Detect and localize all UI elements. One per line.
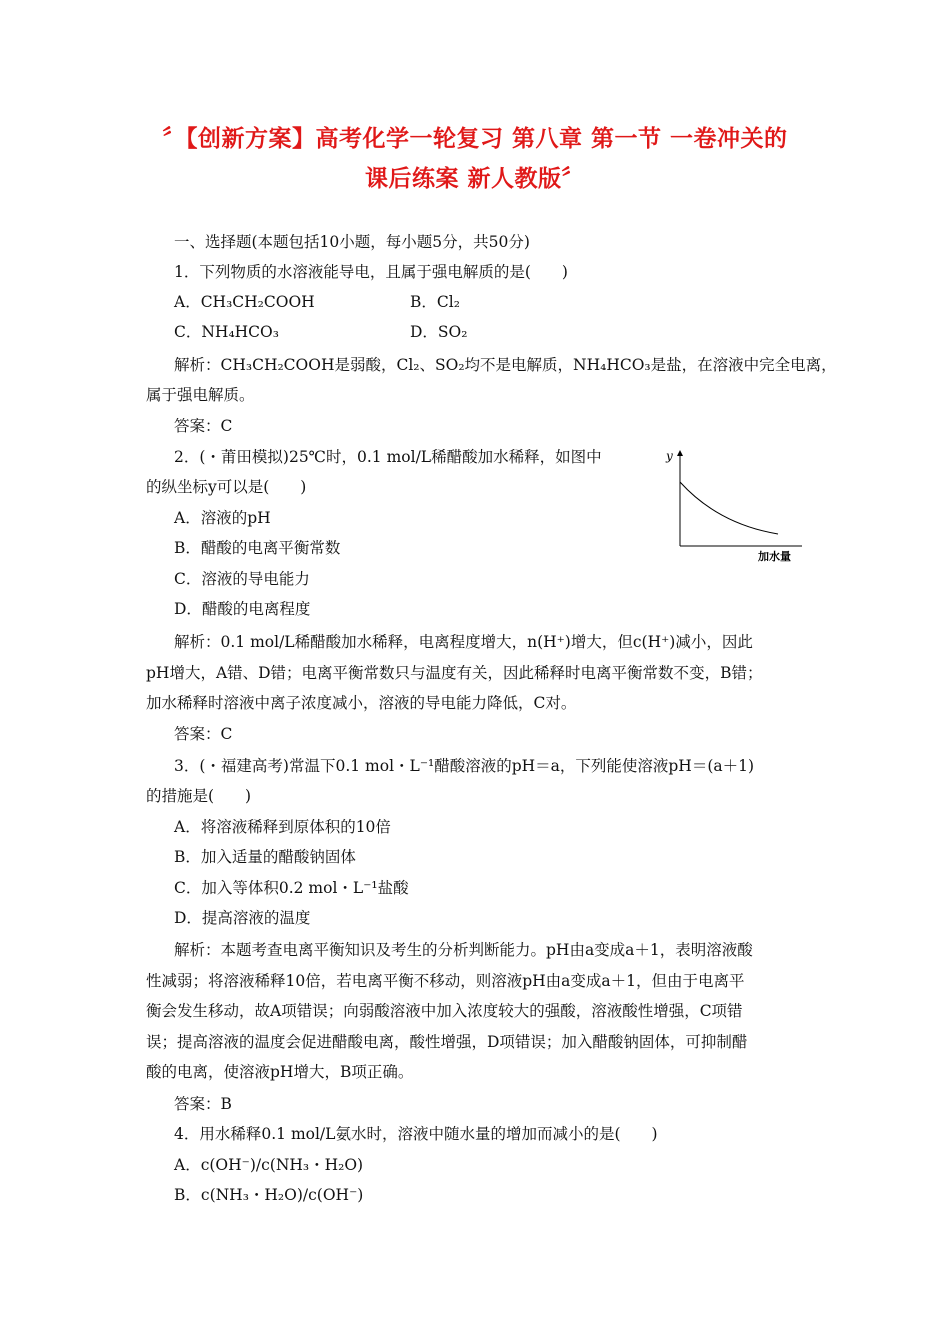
page-title-line1: 〞【创新方案】高考化学一轮复习 第八章 第一节 一卷冲关的 — [162, 125, 788, 152]
q3-analysis-line1: 解析：本题考查电离平衡知识及考生的分析判断能力。pH由a变成a＋1，表明溶液酸 — [174, 941, 753, 959]
q1-answer: 答案：C — [174, 417, 233, 435]
q2-option-b: B．醋酸的电离平衡常数 — [174, 539, 341, 557]
q3-option-a: A．将溶液稀释到原体积的10倍 — [174, 818, 391, 836]
q4-option-b: B．c(NH₃・H₂O)/c(OH⁻) — [174, 1186, 364, 1204]
q2-answer: 答案：C — [174, 725, 233, 743]
q1-analysis-line2: 属于强电解质。 — [146, 386, 255, 404]
q3-analysis-line2: 性减弱；将溶液稀释10倍，若电离平衡不移动，则溶液pH由a变成a＋1，但由于电离平 — [146, 972, 745, 990]
q2-analysis-line3: 加水稀释时溶液中离子浓度减小，溶液的导电能力降低，C对。 — [146, 694, 577, 712]
q4-stem: 4．用水稀释0.1 mol/L氨水时，溶液中随水量的增加而减小的是( ) — [174, 1125, 658, 1143]
q3-option-b: B．加入适量的醋酸钠固体 — [174, 848, 356, 866]
q2-analysis-line1: 解析：0.1 mol/L稀醋酸加水稀释，电离程度增大，n(H⁺)增大，但c(H⁺)减小，因此 — [174, 633, 753, 651]
q3-analysis-line3: 衡会发生移动，故A项错误；向弱酸溶液中加入浓度较大的强酸，溶液酸性增强，C项错 — [146, 1002, 743, 1020]
q3-option-c: C．加入等体积0.2 mol・L⁻¹盐酸 — [174, 879, 409, 897]
q2-analysis-line2: pH增大，A错、D错；电离平衡常数只与温度有关，因此稀释时电离平衡常数不变，B错； — [146, 664, 763, 682]
q3-stem-line2: 的措施是( ) — [146, 787, 252, 805]
graph-y-label: y — [666, 449, 673, 463]
q3-analysis-line5: 酸的电离，使溶液pH增大，B项正确。 — [146, 1063, 414, 1081]
q2-option-c: C．溶液的导电能力 — [174, 570, 310, 588]
graph-x-label: 加水量 — [758, 550, 791, 563]
q1-analysis-line1: 解析：CH₃CH₂COOH是弱酸，Cl₂、SO₂均不是电解质，NH₄HCO₃是盐，在溶液中完全电离， — [174, 356, 837, 374]
q3-option-d: D．提高溶液的温度 — [174, 909, 311, 927]
q2-option-a: A．溶液的pH — [174, 509, 271, 527]
q1-option-c: C．NH₄HCO₃ — [174, 323, 279, 341]
q3-answer: 答案：B — [174, 1095, 232, 1113]
q2-graph — [660, 448, 810, 568]
q1-stem: 1．下列物质的水溶液能导电，且属于强电解质的是( ) — [174, 263, 568, 281]
q1-option-a: A．CH₃CH₂COOH — [174, 293, 315, 311]
q3-stem-line1: 3．(・福建高考)常温下0.1 mol・L⁻¹醋酸溶液的pH＝a，下列能使溶液pH＝(a＋1) — [174, 757, 755, 775]
q1-option-d: D．SO₂ — [410, 323, 468, 341]
graph-curve — [680, 482, 778, 534]
q2-option-d: D．醋酸的电离程度 — [174, 600, 311, 618]
q3-analysis-line4: 误；提高溶液的温度会促进醋酸电离，酸性增强，D项错误；加入醋酸钠固体，可抑制醋 — [146, 1033, 748, 1051]
q4-option-a: A．c(OH⁻)/c(NH₃・H₂O) — [174, 1156, 364, 1174]
q1-option-b: B．Cl₂ — [410, 293, 460, 311]
q2-stem-line2: 的纵坐标y可以是( ) — [146, 478, 307, 496]
page-title-line2: 课后练案 新人教版〞 — [364, 165, 585, 192]
section-heading: 一、选择题(本题包括10小题，每小题5分，共50分) — [174, 233, 530, 251]
q2-stem-line1: 2．(・莆田模拟)25℃时，0.1 mol/L稀醋酸加水稀释，如图中 — [174, 448, 602, 466]
graph-y-arrow — [677, 450, 683, 456]
